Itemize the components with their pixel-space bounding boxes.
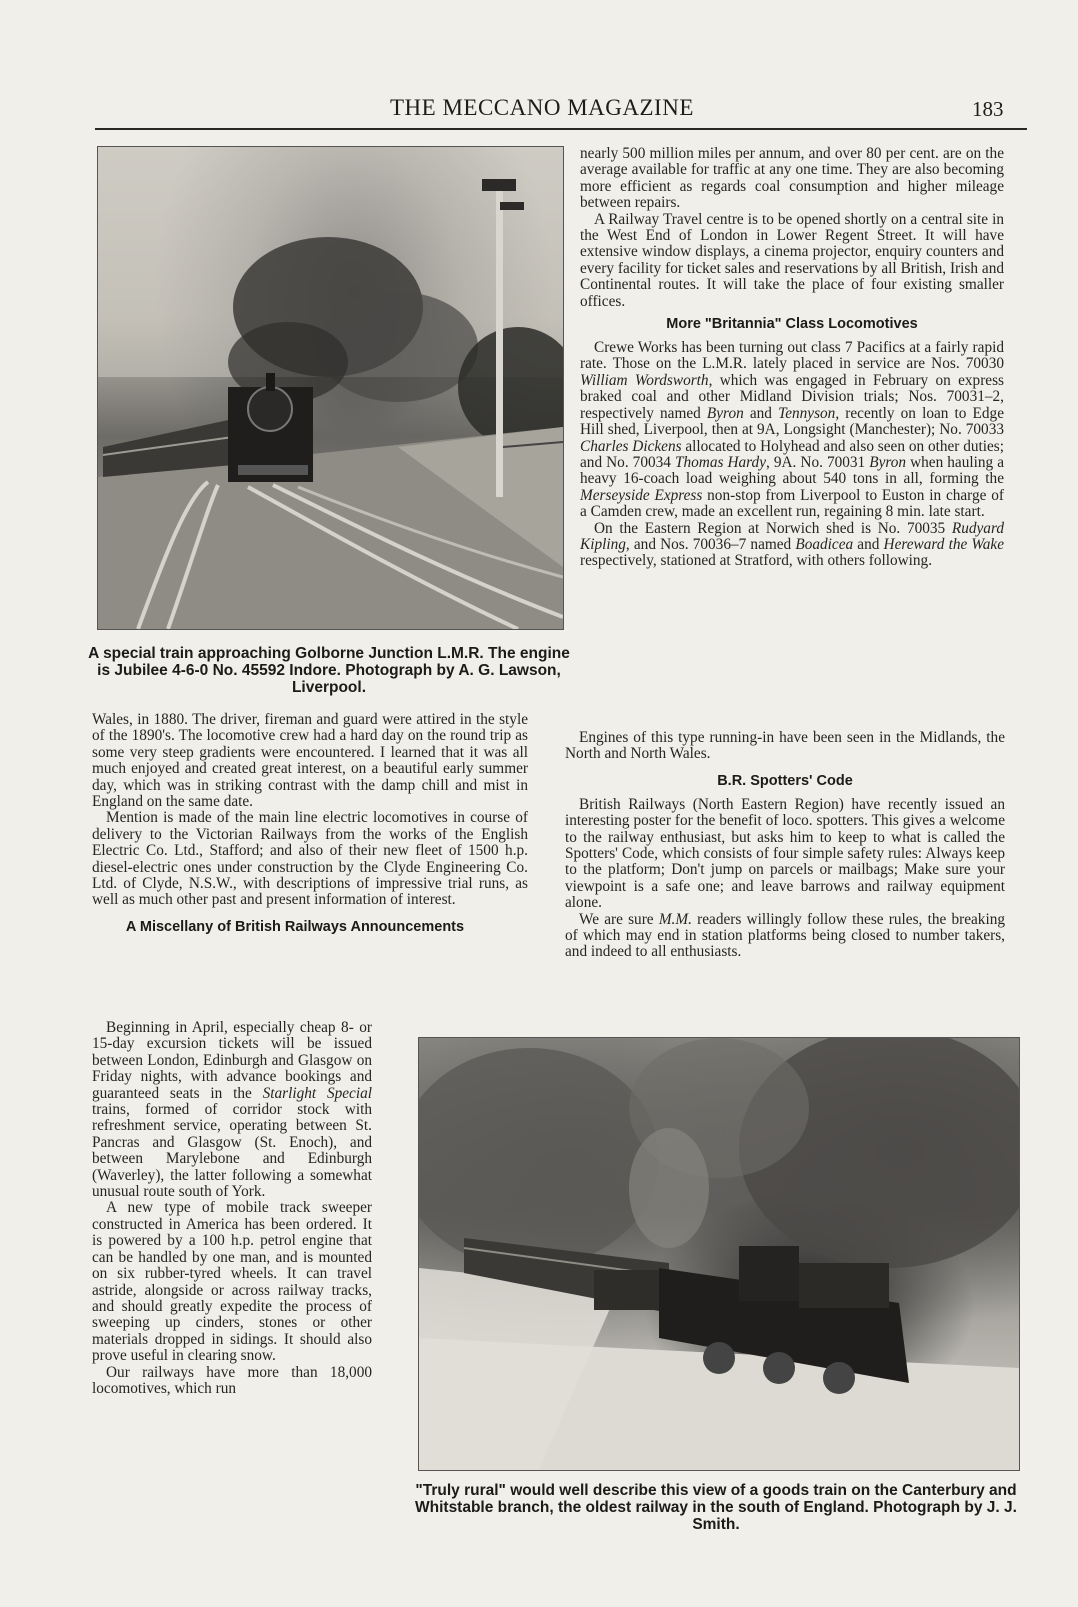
paragraph: Engines of this type running-in have been seen in the Midlands, the North and North Wales. (565, 729, 1005, 763)
magazine-title: THE MECCANO MAGAZINE (390, 95, 694, 120)
text-run: , 9A. No. 70031 (765, 453, 870, 471)
text-run: and (853, 535, 884, 553)
left-column-upper (92, 712, 528, 943)
loco-name: Rudyard Kipling (580, 519, 1004, 553)
text-run: respectively, stationed at Stratford, with others following. (580, 552, 933, 570)
text-run: Crewe Works has been turning out class 7 Pacifics at a fairly rapid rate. Those on the L.M.R. lately placed in service are Nos. 70030 (580, 339, 1004, 373)
goods-train-illustration (419, 1038, 1019, 1470)
section-heading: B.R. Spotters' Code (717, 772, 853, 789)
text-run: , which was engaged in February on express braked coal and other Midland Division trials; Nos. 70031–2, respectively named (580, 371, 1004, 422)
paragraph (580, 521, 1004, 570)
paragraph: Wales, in 1880. The driver, fireman and guard were attired in the style of the 1890's. The locomotive crew had a hard day on the round trip as some very steep gradients were encountered. I learned that it was all much enjoyed and created great interest, on a beautiful early summer day, which was in striking contrast with the damp chill and mist in England on the same date. (92, 711, 528, 811)
train-name: Merseyside Express (580, 486, 703, 504)
text-run: trains, formed of corridor stock with refreshment service, operating between St. Pancras and Glasgow (St. Enoch), and between Marylebone and Edinburgh (Waverley), the latter following a somewhat unusual route south of York. (92, 1101, 372, 1201)
left-column-lower (92, 1020, 372, 1397)
photo2-caption: "Truly rural" would well describe this view of a goods train on the Canterbury and Whitstable branch, the oldest railway in the south of England. Photograph by J. J. Smith. (415, 1482, 1017, 1533)
paragraph: Mention is made of the main line electric locomotives in course of delivery to the Victorian Railways from the works of the English Electric Co. Ltd., Stafford; and also of their new fleet of 1500 h.p. diesel-electric ones under construction by the Clyde Engineering Co. Ltd. of Clyde, N.S.W., with descriptions of impressive trial runs, as well as much other past and present information of interest. (92, 809, 528, 909)
paragraph: A new type of mobile track sweeper constructed in America has been ordered. It is powered by a 100 h.p. petrol engine that can be handled by one man, and is mounted on six rubber-tyred wheels. It can travel astride, alongside or across railway tracks, and should greatly expedite the process of sweeping up cinders, stones or other materials dropped in sidings. It should also prove useful in clearing snow. (92, 1199, 372, 1365)
text-run: On the Eastern Region at Norwich shed is No. 70035 (594, 519, 952, 537)
text-run: , recently on loan to Edge Hill shed, Liverpool, then at 9A, Longsight (Manchester); No. 70033 (580, 404, 1004, 439)
photo-goods-train (418, 1037, 1020, 1471)
loco-name: William Wordsworth (580, 371, 709, 389)
loco-name: Boadicea (795, 535, 854, 553)
right-column (580, 146, 1004, 570)
text-run: when hauling a heavy 16-coach load weighing about 540 tons in all, forming the (580, 453, 1005, 488)
paragraph: Our railways have more than 18,000 locomotives, which run (92, 1363, 372, 1397)
loco-name: Thomas Hardy (674, 453, 766, 471)
loco-name: Hereward the Wake (883, 535, 1004, 553)
section-heading: More "Britannia" Class Locomotives (666, 316, 918, 333)
text-run: , and Nos. 70036–7 named (625, 535, 796, 553)
right-column-full-width (565, 730, 1005, 961)
loco-name: Byron (869, 453, 907, 471)
paragraph: British Railways (North Eastern Region) have recently issued an interesting poster for the benefit of loco. spotters. This gives a welcome to the railway enthusiast, but asks him to keep to what is called the Spotters' Code, which consists of four simple safety rules: Always keep to the platform; Don't jump on parcels or mailbags; Make sure your viewpoint is a safe one; and leave barrows and railway equipment alone. (565, 795, 1005, 912)
text-run: We are sure (579, 910, 659, 928)
train-name: Starlight Special (262, 1084, 372, 1102)
page-number: 183 (972, 97, 1004, 121)
loco-name: Charles Dickens (580, 437, 682, 455)
paragraph: A Railway Travel centre is to be opened shortly on a central site in the West End of London in Lower Regent Street. It will have extensive window displays, a cinema projector, enquiry counters and every facility for ticket sales and reservations by all British, Irish and Continental routes. It will take the place of four existing smaller offices. (580, 210, 1004, 310)
paragraph (565, 912, 1005, 961)
section-heading: A Miscellany of British Railways Announcements (125, 918, 465, 935)
paragraph (580, 340, 1004, 520)
paragraph: nearly 500 million miles per annum, and over 80 per cent. are on the average available for traffic at any one time. They are also becoming more efficient as regards coal consumption and higher mileage between repairs. (580, 145, 1004, 212)
text-run: and (743, 404, 779, 422)
text-run: non-stop from Liverpool to Euston in charge of a Camden crew, made an excellent run, regaining 8 min. late start. (580, 486, 1004, 521)
header-rule (95, 128, 1027, 130)
text-run: Beginning in April, especially cheap 8- or 15-day excursion tickets will be issued between London, Edinburgh and Glasgow on Friday nights, with advance bookings and guaranteed seats in the (92, 1019, 372, 1102)
magazine-abbrev: M.M. (658, 910, 692, 928)
loco-name: Tennyson (778, 404, 836, 422)
photo-express-train (97, 146, 564, 630)
text-run: readers willingly follow these rules, the breaking of which may end in station platforms being closed to number takers, and indeed to all enthusiasts. (565, 910, 1005, 961)
photo1-caption: A special train approaching Golborne Junction L.M.R. The engine is Jubilee 4-6-0 No. 45592 Indore. Photograph by A. G. Lawson, Liverpool. (88, 645, 570, 696)
paragraph (92, 1020, 372, 1200)
train-illustration (98, 147, 563, 629)
text-run: allocated to Holyhead and also seen on other duties; and No. 70034 (580, 437, 1004, 471)
loco-name: Byron (706, 404, 744, 422)
